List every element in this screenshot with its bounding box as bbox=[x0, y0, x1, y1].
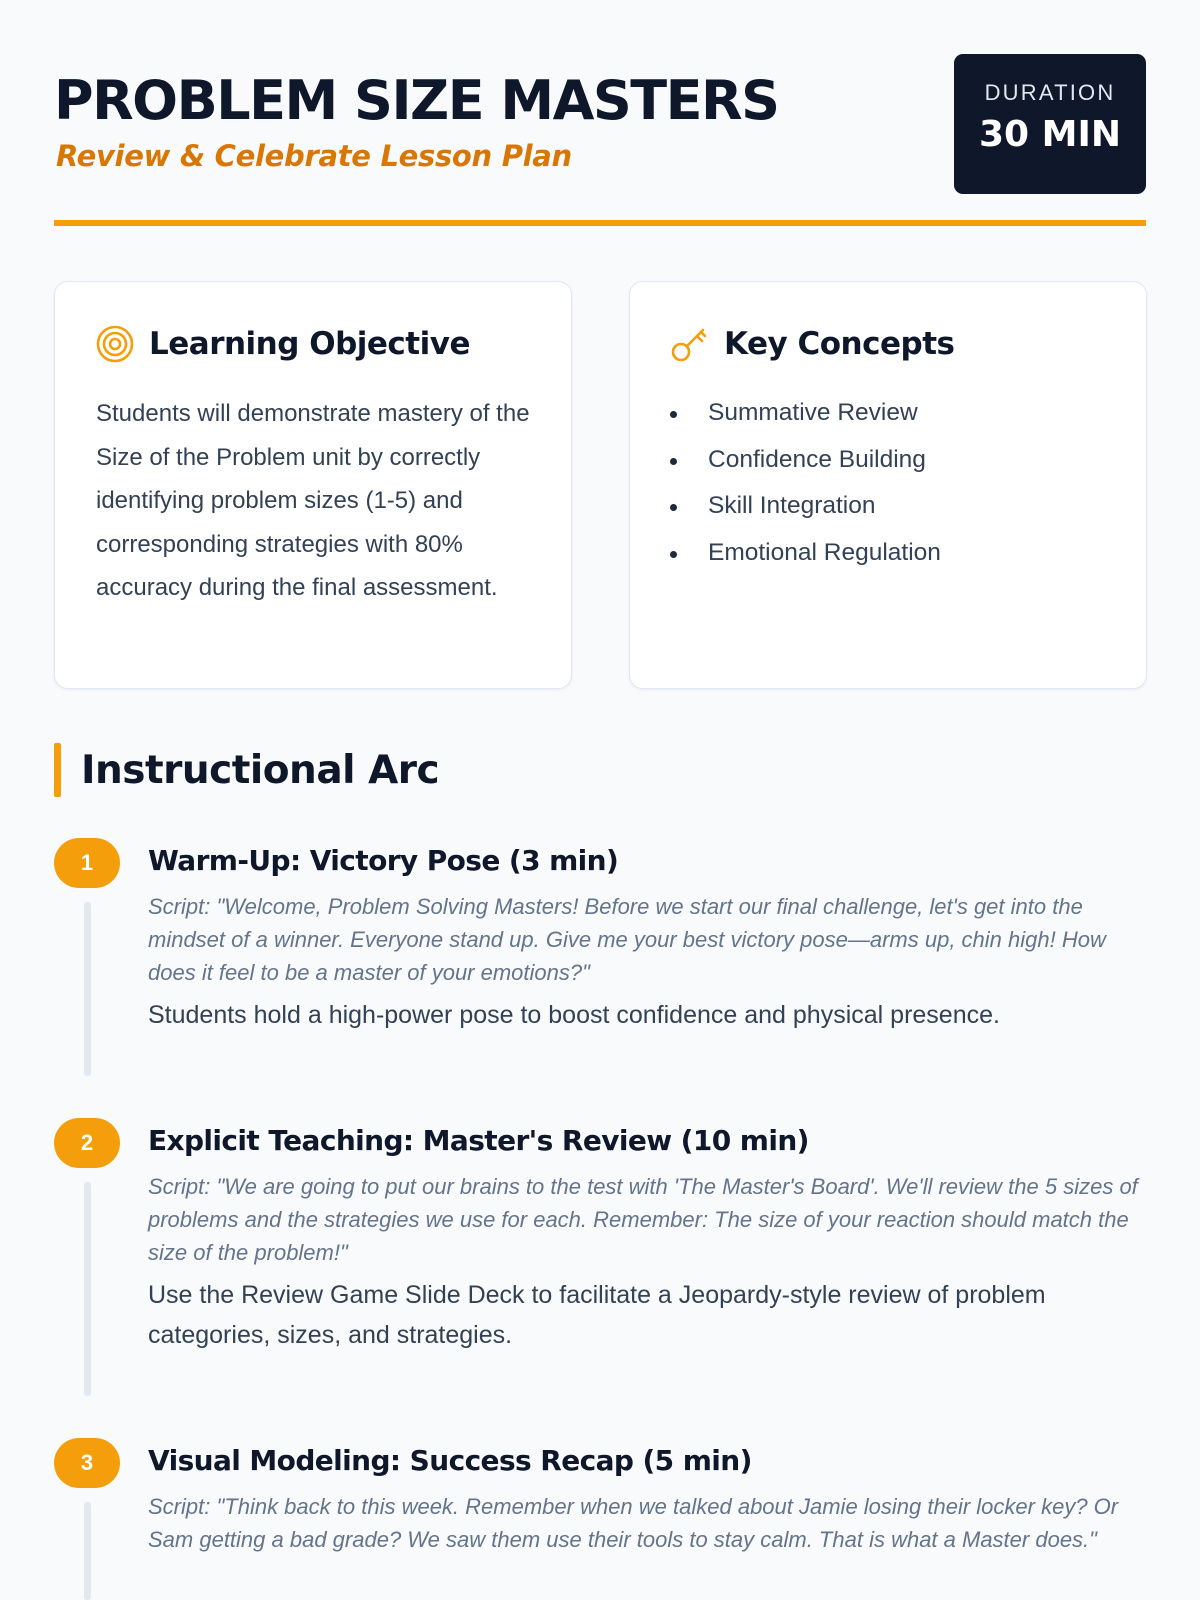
key-concepts-card bbox=[629, 281, 1147, 689]
key-icon bbox=[670, 324, 710, 364]
learning-objective-text: Students will demonstrate mastery of the Size of the Problem unit by correctly identifying problem sizes (1-5) and corresponding strategies with 80% accuracy during the final assessment. bbox=[96, 400, 530, 601]
overview-cards bbox=[54, 281, 1147, 689]
list-item: Confidence Building bbox=[670, 437, 941, 484]
step-script: Script: "Think back to this week. Remember when we talked about Jamie losing their locker key? Or Sam getting a bad grade? We saw them use their tools to stay calm. That is what a Master does." bbox=[148, 1494, 1119, 1552]
step-script: Script: "We are going to put our brains to the test with 'The Master's Board'. We'll review the 5 sizes of problems and the strategies we use for each. Remember: The size of your reaction should match the size of the problem!" bbox=[148, 1174, 1138, 1265]
key-concepts-list bbox=[670, 390, 941, 576]
step-title: Warm-Up: Victory Pose (3 min) bbox=[148, 844, 619, 877]
list-item: Summative Review bbox=[670, 390, 941, 437]
learning-objective-card bbox=[54, 281, 572, 689]
duration-badge bbox=[954, 54, 1146, 194]
timeline-connector bbox=[84, 1182, 91, 1396]
list-item: Emotional Regulation bbox=[670, 530, 941, 577]
step-2 bbox=[54, 1118, 1154, 1398]
step-number-badge: 1 bbox=[54, 838, 120, 888]
step-description: Use the Review Game Slide Deck to facilitate a Jeopardy-style review of problem categories, sizes, and strategies. bbox=[148, 1281, 1046, 1349]
learning-objective-title: Learning Objective bbox=[149, 326, 470, 362]
section-accent-bar bbox=[54, 743, 61, 797]
section-title: Instructional Arc bbox=[81, 747, 440, 793]
step-description: Students hold a high-power pose to boost confidence and physical presence. bbox=[148, 1001, 1000, 1029]
step-number-badge: 3 bbox=[54, 1438, 120, 1488]
header-divider bbox=[54, 220, 1146, 226]
duration-label: DURATION bbox=[984, 80, 1116, 105]
learning-objective-header bbox=[95, 322, 470, 366]
step-title: Visual Modeling: Success Recap (5 min) bbox=[148, 1444, 752, 1477]
step-number-badge: 2 bbox=[54, 1118, 120, 1168]
page-title: PROBLEM SIZE MASTERS bbox=[54, 69, 779, 132]
target-icon bbox=[95, 324, 135, 364]
step-3 bbox=[54, 1438, 1154, 1600]
step-script: Script: "Welcome, Problem Solving Masters! Before we start our final challenge, let's get into the mindset of a winner. Everyone stand up. Give me your best victory pose—arms up, chin high! How does it feel to be a master of your emotions?" bbox=[148, 894, 1106, 985]
timeline-connector bbox=[84, 902, 91, 1076]
page-header bbox=[54, 0, 1146, 226]
duration-value: 30 MIN bbox=[979, 114, 1121, 155]
step-title: Explicit Teaching: Master's Review (10 min) bbox=[148, 1124, 809, 1157]
list-item: Skill Integration bbox=[670, 483, 941, 530]
instructional-arc-heading bbox=[54, 743, 439, 797]
key-concepts-title: Key Concepts bbox=[724, 326, 955, 362]
step-1 bbox=[54, 838, 1154, 1078]
page-subtitle: Review & Celebrate Lesson Plan bbox=[56, 139, 572, 173]
timeline-connector bbox=[84, 1502, 91, 1600]
key-concepts-header bbox=[670, 322, 954, 366]
